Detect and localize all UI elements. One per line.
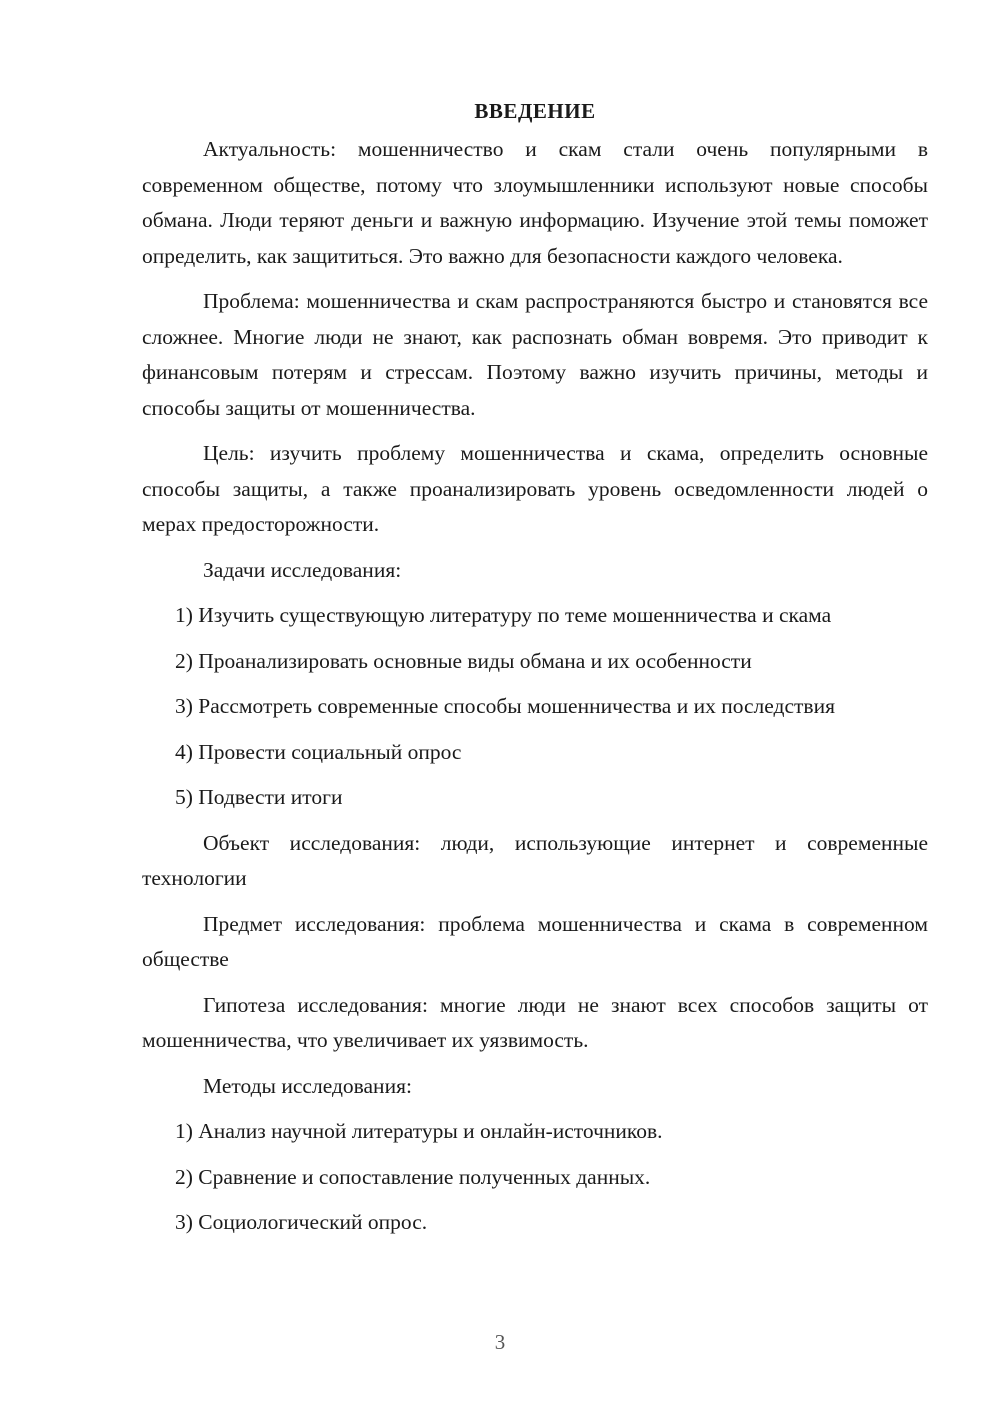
page-number: 3 [494, 1330, 506, 1354]
method-item: 1) Анализ научной литературы и онлайн-источников. [175, 1119, 663, 1143]
goal-paragraph: Цель: изучить проблему мошенничества и скама, определить основные способы защиты, а также проанализировать уровень осведомленности людей о мерах предосторожности. [142, 441, 928, 536]
relevance-paragraph: Актуальность: мошенничество и скам стали очень популярными в современном обществе, потому что злоумышленники используют новые способы обмана. Люди теряют деньги и важную информацию. Изучение этой темы поможет определить, как защититься. Это важно для безопасности каждого человека. [142, 137, 928, 268]
tasks-list [142, 598, 928, 816]
task-item: 4) Провести социальный опрос [175, 739, 462, 764]
method-item: 2) Сравнение и сопоставление полученных данных. [175, 1164, 651, 1189]
problem-paragraph: Проблема: мошенничества и скам распространяются быстро и становятся все сложнее. Многие люди не знают, как распознать обман вовремя. Это приводит к финансовым потерям и стрессам. Поэтому важно изучить причины, методы и способы защиты от мошенничества. [142, 289, 928, 420]
object-paragraph: Объект исследования: люди, использующие интернет и современные технологии [142, 830, 928, 890]
subject-paragraph: Предмет исследования: проблема мошенничества и скама в современном обществе [142, 911, 928, 971]
task-item: 2) Проанализировать основные виды обмана и их особенности [175, 648, 752, 673]
task-item: 1) Изучить существующую литературу по теме мошенничества и скама [175, 603, 832, 627]
page-content [142, 96, 928, 1251]
methods-heading: Методы исследования: [203, 1073, 412, 1098]
method-item: 3) Социологический опрос. [175, 1210, 428, 1234]
task-item: 3) Рассмотреть современные способы мошенничества и их последствия [175, 694, 835, 718]
page-title: ВВЕДЕНИЕ [474, 99, 596, 123]
hypothesis-paragraph: Гипотеза исследования: многие люди не знают всех способов защиты от мошенничества, что увеличивает их уязвимость. [142, 992, 928, 1052]
task-item: 5) Подвести итоги [175, 785, 343, 809]
methods-list [142, 1114, 928, 1241]
tasks-heading: Задачи исследования: [203, 557, 402, 582]
